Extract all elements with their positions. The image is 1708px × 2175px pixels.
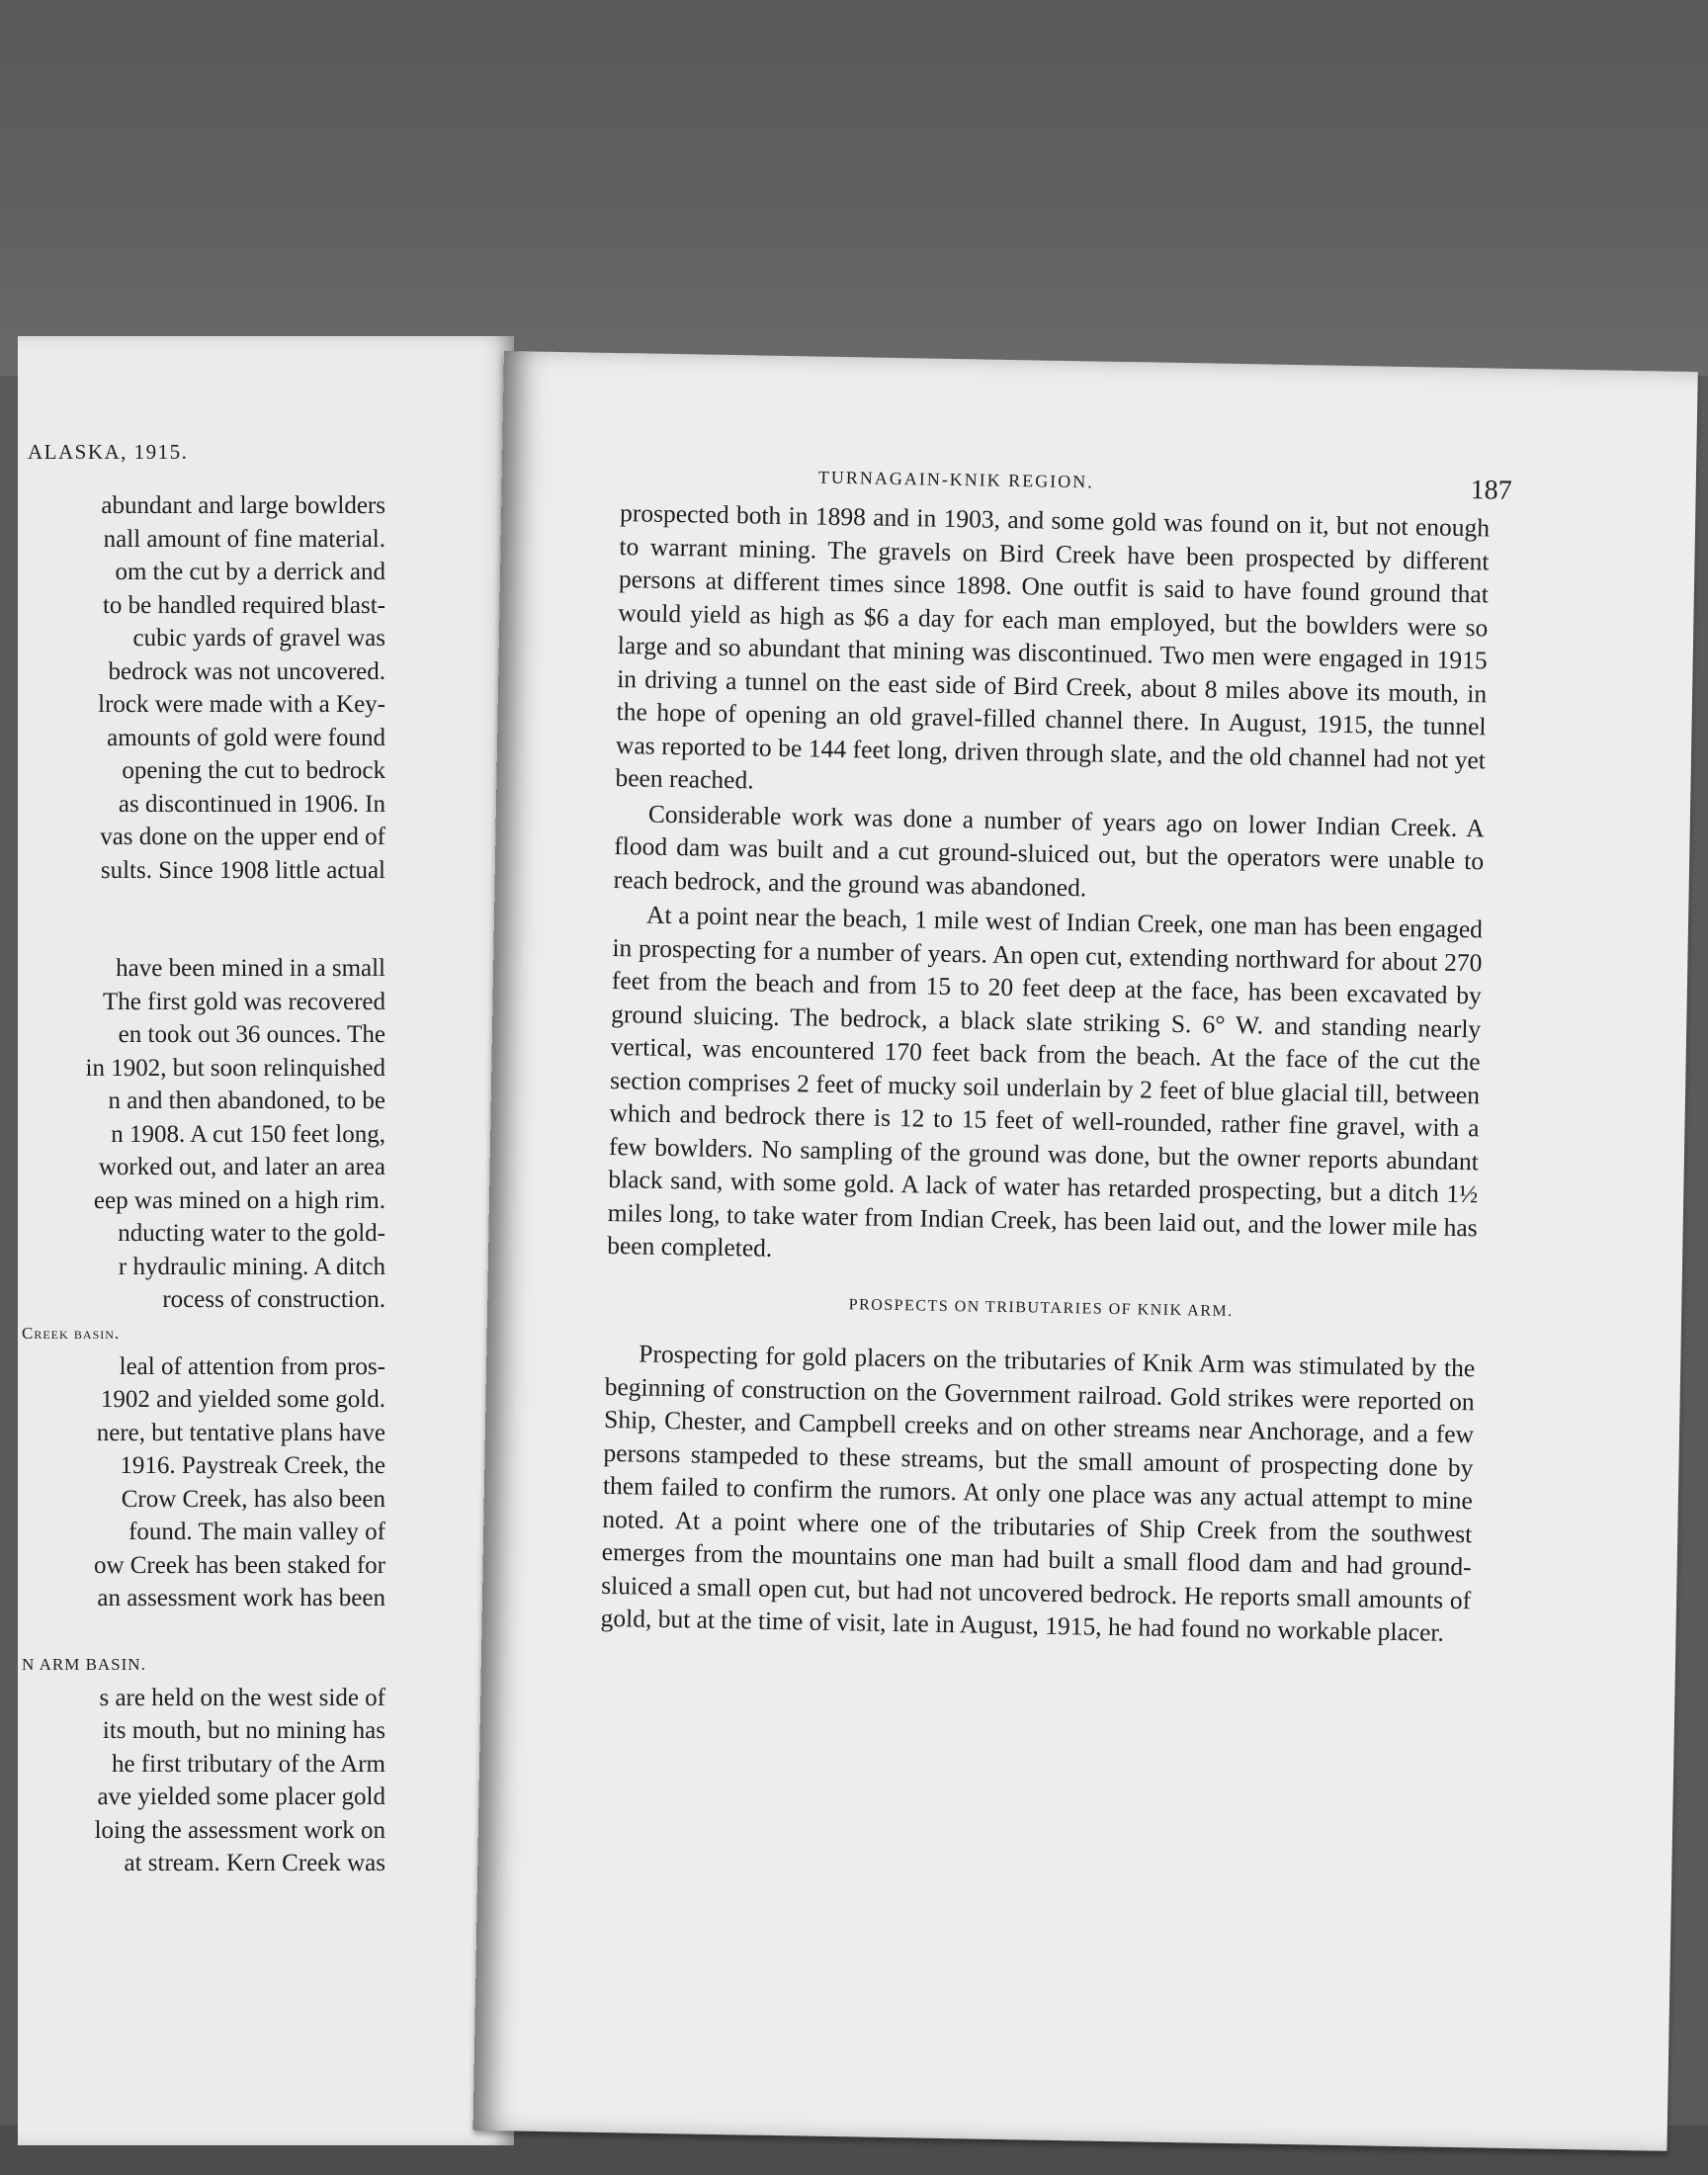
text-line: leal of attention from pros-	[119, 1352, 385, 1380]
paragraph: prospected both in 1898 and in 1903, and some gold was found on it, but not enough to warrant mining. The gravels on Bird Creek have been prospected by different persons at different times since 1898. One outfit is said to have found ground that would yield as high as $6 a day for each man employed, but the bowlders were so large and so abundant that mining was discontinued. Two men were engaged in 1915 in driving a tunnel on the east side of Bird Creek, about 8 miles above its mouth, in the hope of opening an old gravel-filled channel there. In August, 1915, the tunnel was reported to be 144 feet long, driven through slate, and the old channel had not yet been reached.	[615, 498, 1491, 795]
text-line: The first gold was recovered	[103, 988, 385, 1015]
blank-line	[18, 919, 385, 952]
blank-line	[18, 887, 385, 919]
text-line: at stream. Kern Creek was	[124, 1850, 385, 1876]
section-heading: PROSPECTS ON TRIBUTARIES OF KNIK ARM.	[848, 1295, 1234, 1320]
text-line: bedrock was not uncovered.	[108, 657, 385, 685]
section-paragraph-group	[600, 1337, 1475, 1650]
page-body	[600, 496, 1490, 1650]
text-line: found. The main valley of	[128, 1519, 385, 1545]
scan-background	[0, 0, 1708, 376]
text-line: s are held on the west side of	[99, 1684, 385, 1711]
text-line: to be handled required blast-	[102, 591, 385, 619]
text-line: amounts of gold were found	[107, 724, 385, 751]
text-line: worked out, and later an area	[98, 1154, 385, 1180]
text-line: in 1902, but soon relinquished	[85, 1054, 385, 1082]
left-page-text	[18, 489, 385, 1880]
text-line: n and then abandoned, to be	[108, 1088, 385, 1114]
left-section-heading: Creek basin.	[22, 1323, 121, 1343]
text-line: eep was mined on a high rim.	[93, 1186, 385, 1214]
left-page	[18, 336, 514, 2145]
text-line: nall amount of fine material.	[103, 525, 385, 553]
text-line: om the cut by a derrick and	[115, 559, 385, 585]
text-line: vas done on the upper end of	[100, 824, 385, 850]
text-line: ow Creek has been staked for	[93, 1551, 385, 1579]
text-line: abundant and large bowlders	[101, 492, 385, 519]
text-line: have been mined in a small	[116, 955, 385, 982]
right-page	[473, 351, 1698, 2151]
blank-line	[18, 1615, 385, 1648]
text-line: cubic yards of gravel was	[132, 625, 385, 652]
text-line: loing the assessment work on	[94, 1816, 385, 1844]
text-line: sults. Since 1908 little actual	[100, 856, 385, 884]
text-line: its mouth, but no mining has	[102, 1717, 385, 1744]
text-line: r hydraulic mining. A ditch	[118, 1253, 385, 1280]
text-line: n 1908. A cut 150 feet long,	[111, 1120, 385, 1148]
text-line: an assessment work has been	[97, 1585, 385, 1611]
text-line: en took out 36 ounces. The	[118, 1021, 385, 1048]
paragraph: Prospecting for gold placers on the tributaries of Knik Arm was stimulated by the beginning of construction on the Government railroad. Gold strikes were reported on Ship, Chester, and Campbell creeks and on other streams near Anchorage, and a few persons stampeded to these streams, but the small amount of prospecting done by them failed to confirm the rumors. At only one place was any actual attempt to mine noted. At a point where one of the tributaries of Ship Creek from the southwest emerges from the mountains one man had built a small flood dam and had ground-sluiced a small open cut, but had not uncovered bedrock. He reports small amounts of gold, but at the time of visit, late in August, 1915, he had found no workable placer.	[600, 1339, 1476, 1647]
text-line: he first tributary of the Arm	[111, 1750, 385, 1778]
text-line: opening the cut to bedrock	[122, 757, 385, 784]
paragraph: At a point near the beach, 1 mile west of Indian Creek, one man has been engaged in prospecting for a number of years. An open cut, extending northward for about 270 feet from the beach and from 15 to 20 feet deep at the face, has been excavated by ground sluicing. The bedrock, a black slate striking S. 6° W. and standing nearly vertical, was encountered 170 feet back from the beach. At the face of the cut the section comprises 2 feet of mucky soil underlain by 2 feet of blue glacial till, between which and bedrock there is 12 to 15 feet of well-rounded, rather fine gravel, with a few bowlders. No sampling of the ground was done, but the owner reports abundant black sand, with some gold. A lack of water has retarded prospecting, but a ditch 1½ miles long, to take water from Indian Creek, has been laid out, and the lower mile has been completed.	[606, 900, 1484, 1262]
text-line: lrock were made with a Key-	[98, 691, 385, 718]
page-number: 187	[1470, 475, 1512, 506]
text-line: 1902 and yielded some gold.	[100, 1386, 385, 1413]
text-line: ave yielded some placer gold	[97, 1784, 385, 1810]
paragraph: Considerable work was done a number of years ago on lower Indian Creek. A flood dam was built and a cut ground-sluiced out, but the operators were unable to reach bedrock, and the ground was abandoned.	[613, 799, 1485, 902]
left-running-head: ALASKA, 1915.	[28, 440, 189, 464]
paragraph-group	[607, 496, 1490, 1277]
running-head: TURNAGAIN-KNIK REGION.	[817, 467, 1094, 492]
text-line: 1916. Paystreak Creek, the	[120, 1452, 385, 1479]
text-line: nere, but tentative plans have	[96, 1419, 385, 1446]
text-line: nducting water to the gold-	[118, 1220, 385, 1247]
text-line: Crow Creek, has also been	[121, 1485, 385, 1513]
text-line: as discontinued in 1906. In	[118, 790, 385, 818]
text-line: rocess of construction.	[162, 1286, 385, 1313]
left-section-heading: N ARM BASIN.	[22, 1654, 146, 1674]
